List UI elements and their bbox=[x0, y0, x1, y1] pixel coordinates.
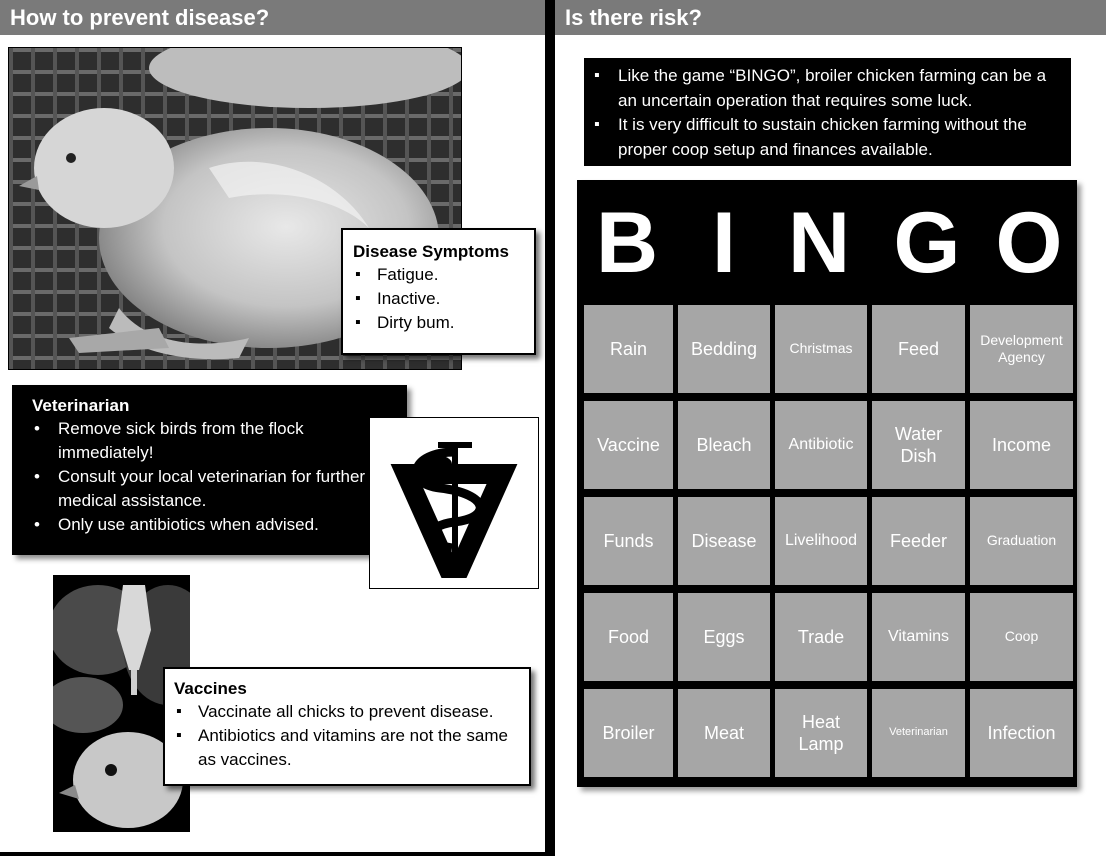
bingo-cell: Heat Lamp bbox=[775, 689, 867, 777]
right-header: Is there risk? bbox=[555, 0, 1106, 35]
bingo-cell: Coop bbox=[970, 593, 1073, 681]
bingo-cell: Bleach bbox=[678, 401, 770, 489]
bingo-header bbox=[577, 180, 1077, 303]
vaccines-box bbox=[163, 667, 531, 786]
veterinarian-box bbox=[12, 385, 407, 555]
list-item: ▪ Vaccinate all chicks to prevent disease. bbox=[174, 700, 521, 724]
bingo-cell: Vitamins bbox=[872, 593, 965, 681]
bingo-cell: Meat bbox=[678, 689, 770, 777]
list-item: ▪ Like the game “BINGO”, broiler chicken farming can be a an uncertain operation that requires some luck. bbox=[592, 64, 1061, 113]
bingo-cell: Vaccine bbox=[584, 401, 673, 489]
bingo-grid bbox=[584, 305, 1073, 777]
symptoms-title: Disease Symptoms bbox=[353, 242, 509, 261]
bingo-cell: Livelihood bbox=[775, 497, 867, 585]
bingo-cell: Rain bbox=[584, 305, 673, 393]
veterinary-caduceus-icon bbox=[370, 418, 538, 588]
bingo-cell: Veterinarian bbox=[872, 689, 965, 777]
bingo-cell: Eggs bbox=[678, 593, 770, 681]
bingo-cell: Trade bbox=[775, 593, 867, 681]
list-item: ▪ Inactive. bbox=[353, 287, 524, 311]
list-item: ▪ Dirty bum. bbox=[353, 311, 524, 335]
bingo-cell: Christmas bbox=[775, 305, 867, 393]
bingo-cell: Development Agency bbox=[970, 305, 1073, 393]
bingo-board bbox=[577, 180, 1077, 787]
bingo-letter: I bbox=[712, 195, 736, 291]
disease-symptoms-box bbox=[341, 228, 536, 355]
bingo-letter: G bbox=[893, 195, 961, 291]
list-item: ▪ Fatigue. bbox=[353, 263, 524, 287]
risk-intro-box bbox=[584, 58, 1071, 166]
bingo-cell: Income bbox=[970, 401, 1073, 489]
bingo-cell: Broiler bbox=[584, 689, 673, 777]
left-bottom-rule bbox=[0, 852, 545, 856]
bingo-cell: Funds bbox=[584, 497, 673, 585]
bingo-cell: Antibiotic bbox=[775, 401, 867, 489]
bingo-cell: Water Dish bbox=[872, 401, 965, 489]
veterinary-symbol-box bbox=[369, 417, 539, 589]
bingo-cell: Food bbox=[584, 593, 673, 681]
left-panel bbox=[0, 0, 545, 856]
bingo-cell: Graduation bbox=[970, 497, 1073, 585]
bingo-cell: Feed bbox=[872, 305, 965, 393]
veterinarian-title: Veterinarian bbox=[32, 396, 130, 415]
veterinarian-list bbox=[32, 417, 393, 537]
vaccines-title: Vaccines bbox=[174, 679, 247, 698]
bingo-cell: Bedding bbox=[678, 305, 770, 393]
list-item: • Remove sick birds from the flock immediately! bbox=[32, 417, 393, 465]
bingo-cell: Infection bbox=[970, 689, 1073, 777]
list-item: ▪ It is very difficult to sustain chicken farming without the proper coop setup and finances available. bbox=[592, 113, 1061, 162]
vaccines-list bbox=[174, 700, 521, 772]
bingo-letter: B bbox=[595, 195, 659, 291]
risk-intro-list bbox=[592, 64, 1061, 162]
bingo-letter: O bbox=[995, 195, 1063, 291]
bingo-cell: Disease bbox=[678, 497, 770, 585]
list-item: • Consult your local veterinarian for further medical assistance. bbox=[32, 465, 393, 513]
bingo-letter: N bbox=[787, 195, 851, 291]
left-header: How to prevent disease? bbox=[0, 0, 545, 35]
right-panel bbox=[555, 0, 1106, 856]
symptoms-list bbox=[353, 263, 524, 335]
panel-divider bbox=[545, 0, 555, 856]
bingo-cell: Feeder bbox=[872, 497, 965, 585]
list-item: ▪ Antibiotics and vitamins are not the same as vaccines. bbox=[174, 724, 521, 772]
list-item: • Only use antibiotics when advised. bbox=[32, 513, 393, 537]
